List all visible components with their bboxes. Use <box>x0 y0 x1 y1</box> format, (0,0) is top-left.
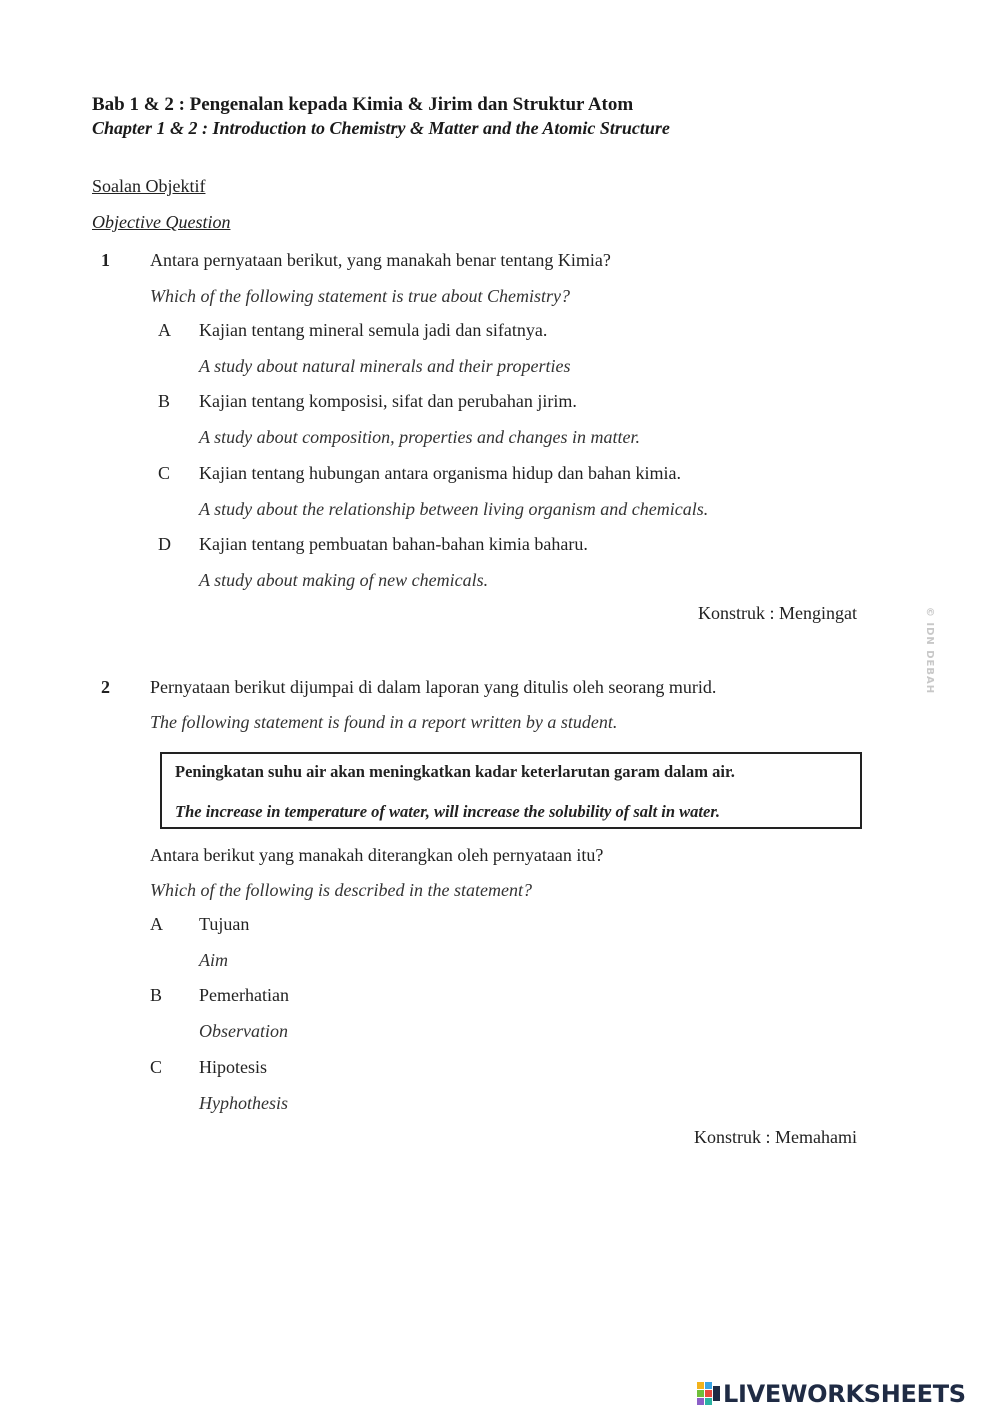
option-text-english: A study about the relationship between living organism and chemicals. <box>199 499 709 519</box>
option-letter: C <box>158 463 171 483</box>
construct-label: Konstruk : Memahami <box>694 1127 857 1147</box>
question-number: 2 <box>101 677 110 697</box>
statement-text-english: The increase in temperature of water, will increase the solubility of salt in water. <box>175 802 720 821</box>
option-letter: C <box>150 1057 163 1077</box>
option-text-english: Observation <box>199 1021 288 1041</box>
option-text-malay: Kajian tentang pembuatan bahan-bahan kimia baharu. <box>199 534 588 554</box>
option-letter: A <box>158 320 171 340</box>
statement-text-malay: Peningkatan suhu air akan meningkatkan kadar keterlarutan garam dalam air. <box>175 762 735 781</box>
option-text-malay: Kajian tentang mineral semula jadi dan sifatnya. <box>199 320 548 340</box>
liveworksheets-logo-icon <box>697 1382 721 1406</box>
follow-up-question-english: Which of the following is described in the statement? <box>150 880 532 900</box>
construct-label: Konstruk : Mengingat <box>698 603 857 623</box>
watermark-text: © IDN DEBAH <box>924 606 936 694</box>
option-text-english: Hyphothesis <box>199 1093 288 1113</box>
chapter-title-english: Chapter 1 & 2 : Introduction to Chemistry & Matter and the Atomic Structure <box>92 118 670 138</box>
side-watermark <box>918 592 942 708</box>
option-text-malay: Hipotesis <box>199 1057 268 1077</box>
section-heading-malay: Soalan Objektif <box>92 176 206 196</box>
question-text-malay: Pernyataan berikut dijumpai di dalam laporan yang ditulis oleh seorang murid. <box>150 677 717 697</box>
option-text-english: A study about making of new chemicals. <box>199 570 489 590</box>
option-text-malay: Pemerhatian <box>199 985 289 1005</box>
option-text-english: Aim <box>199 950 228 970</box>
question-text-malay: Antara pernyataan berikut, yang manakah benar tentang Kimia? <box>150 250 611 270</box>
option-letter: A <box>150 914 163 934</box>
option-text-malay: Tujuan <box>199 914 250 934</box>
follow-up-question-malay: Antara berikut yang manakah diterangkan oleh pernyataan itu? <box>150 845 604 865</box>
section-heading-english: Objective Question <box>92 212 231 232</box>
option-text-malay: Kajian tentang hubungan antara organisma hidup dan bahan kimia. <box>199 463 682 483</box>
question-number: 1 <box>101 250 110 270</box>
option-text-english: A study about composition, properties and changes in matter. <box>199 427 640 447</box>
brand-name: LIVEWORKSHEETS <box>723 1380 966 1408</box>
chapter-title-malay: Bab 1 & 2 : Pengenalan kepada Kimia & Jirim dan Struktur Atom <box>92 94 634 115</box>
option-letter: B <box>150 985 163 1005</box>
statement-box <box>160 752 862 829</box>
question-text-english: Which of the following statement is true about Chemistry? <box>150 286 570 306</box>
option-letter: D <box>158 534 171 554</box>
question-text-english: The following statement is found in a report written by a student. <box>150 712 618 732</box>
option-text-malay: Kajian tentang komposisi, sifat dan perubahan jirim. <box>199 391 577 411</box>
option-text-english: A study about natural minerals and their properties <box>199 356 571 376</box>
option-letter: B <box>158 391 171 411</box>
liveworksheets-brand[interactable] <box>697 1377 966 1411</box>
